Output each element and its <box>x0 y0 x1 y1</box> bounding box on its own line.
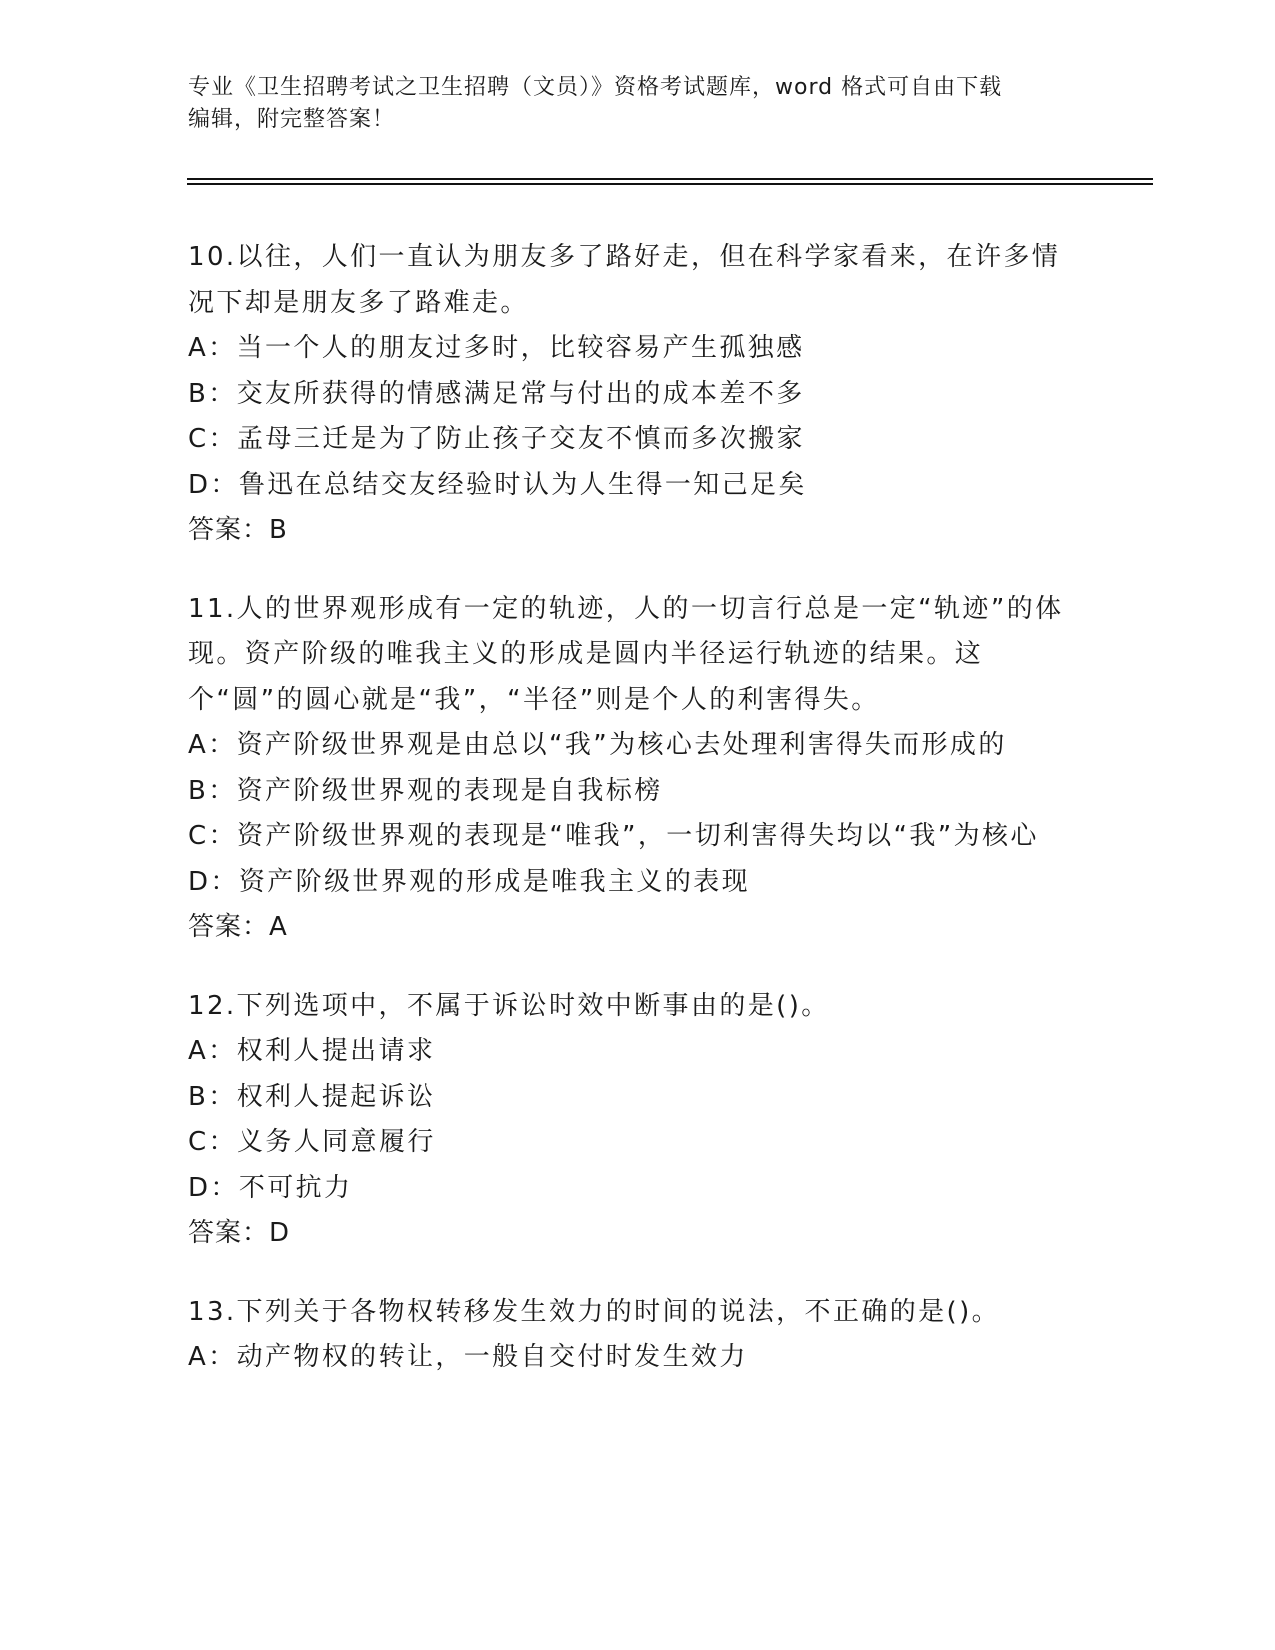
question-text: 13.下列关于各物权转移发生效力的时间的说法，不正确的是()。 <box>188 1296 1001 1327</box>
header-line-2: 编辑，附完整答案！ <box>188 107 396 132</box>
option-c: C：义务人同意履行 <box>188 1127 436 1157</box>
option-a: A：当一个人的朋友过多时，比较容易产生孤独感 <box>188 333 805 363</box>
option-b: B：权利人提起诉讼 <box>188 1081 436 1112</box>
option-c: C：资产阶级世界观的表现是“唯我”，一切利害得失均以“我”为核心 <box>188 821 1039 851</box>
option-c: C：孟母三迁是为了防止孩子交友不慎而多次搬家 <box>188 424 805 454</box>
question-list <box>188 235 1088 1414</box>
option-d: D：资产阶级世界观的形成是唯我主义的表现 <box>188 866 751 897</box>
option-a: A：权利人提出请求 <box>188 1036 436 1066</box>
document-header <box>188 72 1088 136</box>
option-b: B：资产阶级世界观的表现是自我标榜 <box>188 775 663 806</box>
question-13 <box>188 1290 1088 1381</box>
answer: 答案：A <box>188 912 288 942</box>
question-12 <box>188 984 1088 1257</box>
question-text: 10.以往，人们一直认为朋友多了路好走，但在科学家看来，在许多情况下却是朋友多了路难走。 <box>188 242 1061 318</box>
question-11 <box>188 587 1088 951</box>
answer: 答案：B <box>188 515 288 545</box>
header-line-1: 专业《卫生招聘考试之卫生招聘（文员）》资格考试题库，word 格式可自由下载 <box>188 75 1003 100</box>
option-a: A：动产物权的转让，一般自交付时发生效力 <box>188 1342 748 1372</box>
option-d: D：不可抗力 <box>188 1172 353 1203</box>
option-d: D：鲁迅在总结交友经验时认为人生得一知己足矣 <box>188 469 807 500</box>
question-text: 12.下列选项中，不属于诉讼时效中断事由的是()。 <box>188 990 830 1021</box>
question-10 <box>188 235 1088 554</box>
option-b: B：交友所获得的情感满足常与付出的成本差不多 <box>188 378 805 409</box>
option-a: A：资产阶级世界观是由总以“我”为核心去处理利害得失而形成的 <box>188 730 1007 760</box>
question-text: 11.人的世界观形成有一定的轨迹，人的一切言行总是一定“轨迹”的体现。资产阶级的唯我主义的形成是圆内半径运行轨迹的结果。这个“圆”的圆心就是“我”，“半径”则是个人的利害得失。 <box>188 593 1064 715</box>
header-divider-bottom <box>187 183 1153 185</box>
header-divider-top <box>187 178 1153 180</box>
answer: 答案：D <box>188 1218 291 1248</box>
